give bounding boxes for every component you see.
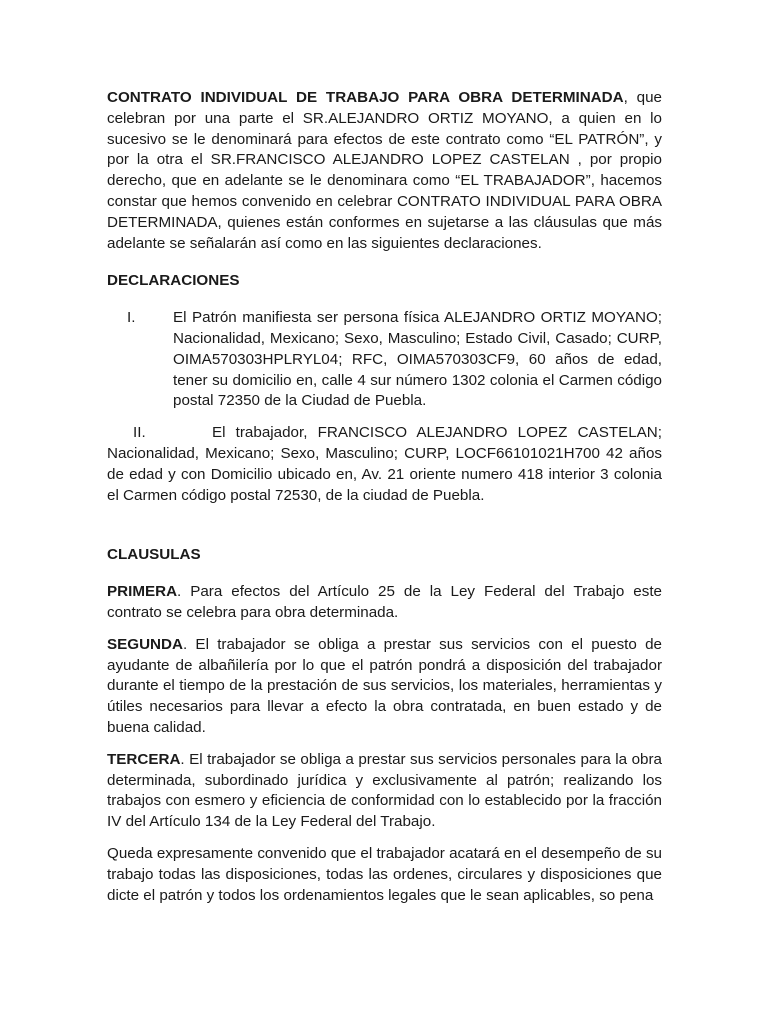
closing-paragraph: Queda expresamente convenido que el trabajador acatará en el desempeño de su trabajo todas las disposiciones, todas las ordenes, circulares y disposiciones que dicte el patrón y todos los ordenamientos legales que le sean aplicables, so pena	[107, 844, 662, 904]
intro-text: , que celebran por una parte el SR.ALEJANDRO ORTIZ MOYANO, a quien en lo sucesivo se le denominará para efectos de este contrato como “EL PATRÓN”, y por la otra el SR.FRANCISCO ALEJANDRO LOPEZ CASTELAN , por propio derecho, que en adelante se le denominara como “EL TRABAJADOR”, hacemos constar que hemos convenido en celebrar CONTRATO INDIVIDUAL PARA OBRA DETERMINADA, quienes están conformes en sujetarse a las cláusulas que más adelante se señalarán así como en las siguientes declaraciones.	[107, 89, 662, 252]
declaraciones-heading: DECLARACIONES	[107, 272, 240, 290]
section-spacer	[107, 517, 662, 545]
document-page	[107, 88, 662, 917]
clause-text: . Para efectos del Artículo 25 de la Ley Federal del Trabajo este contrato se celebra para obra determinada.	[107, 583, 662, 621]
declaracion-text: El trabajador, FRANCISCO ALEJANDRO LOPEZ CASTELAN; Nacionalidad, Mexicano; Sexo, Masculino; CURP, LOCF66101021H700 42 años de edad y con Domicilio ubicado en, Av. 21 oriente numero 418 interior 3 colonia el Carmen código postal 72530, de la ciudad de Puebla.	[107, 424, 662, 504]
clause-label: PRIMERA	[107, 583, 178, 601]
clause-paragraph	[107, 750, 662, 833]
clause-paragraph	[107, 582, 662, 624]
clausulas-heading: CLAUSULAS	[107, 546, 201, 564]
declaracion-item	[107, 308, 662, 412]
clause-label: TERCERA	[107, 750, 181, 768]
declaraciones-list	[107, 308, 662, 506]
declaracion-number: I.	[127, 309, 136, 327]
declaracion-item	[107, 423, 662, 506]
intro-paragraph	[107, 88, 662, 254]
clause-label: SEGUNDA	[107, 635, 183, 653]
contract-title: CONTRATO INDIVIDUAL DE TRABAJO PARA OBRA DETERMINADA	[107, 89, 624, 106]
declaracion-number: II.	[133, 424, 146, 442]
clause-text: . El trabajador se obliga a prestar sus servicios personales para la obra determinada, subordinado jurídica y exclusivamente al patrón; realizando los trabajos con esmero y eficiencia de conformidad con lo establecido por la fracción IV del Artículo 134 de la Ley Federal del Trabajo.	[107, 750, 662, 831]
clause-paragraph	[107, 635, 662, 739]
declaracion-text: El Patrón manifiesta ser persona física ALEJANDRO ORTIZ MOYANO; Nacionalidad, Mexicano; Sexo, Masculino; Estado Civil, Casado; CURP, OIMA570303HPLRYL04; RFC, OIMA570303CF9, 60 años de edad, tener su domicilio en, calle 4 sur número 1302 colonia el Carmen código postal 72350 de la Ciudad de Puebla.	[173, 309, 662, 410]
clause-text: . El trabajador se obliga a prestar sus servicios con el puesto de ayudante de albañilería por lo que el patrón pondrá a disposición del trabajador durante el tiempo de la prestación de sus servicios, los materiales, herramientas y útiles necesarios para llevar a efecto la obra contratada, en buen estado y de buena calidad.	[107, 635, 662, 736]
